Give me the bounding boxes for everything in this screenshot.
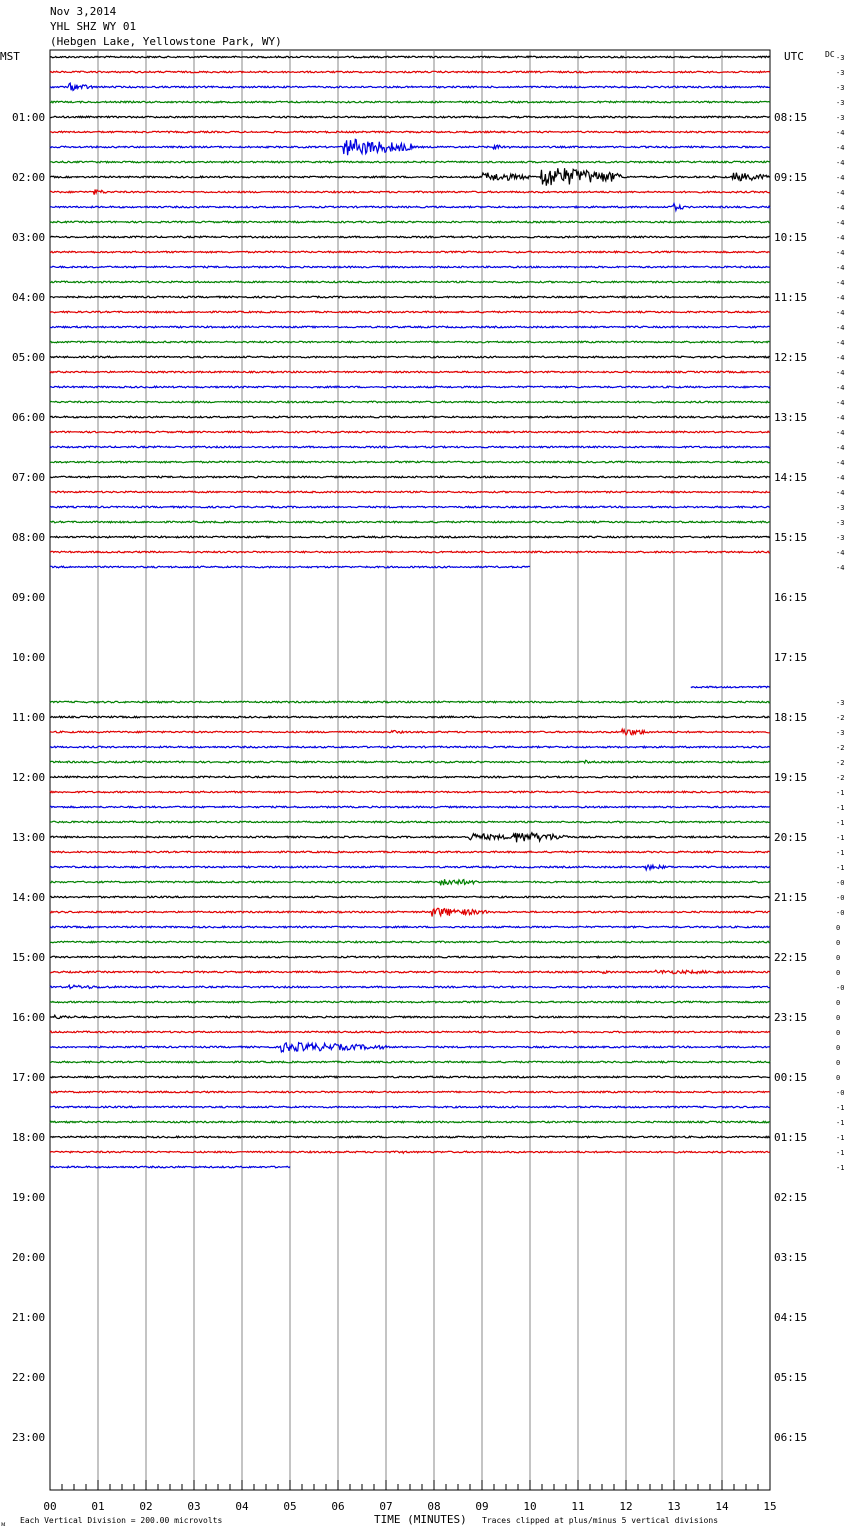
utc-hour-label: 03:15	[774, 1251, 808, 1264]
x-tick-label: 04	[235, 1500, 249, 1513]
utc-hour-label: 06:15	[774, 1431, 808, 1444]
dc-label-row-11: -4	[836, 219, 845, 227]
trace-row-11	[50, 221, 770, 223]
dc-label-row-31: -3	[836, 519, 845, 527]
dc-label-row-61: 0	[836, 969, 841, 977]
trace-row-24	[50, 416, 770, 418]
dc-label-row-9: -4	[836, 189, 845, 197]
mst-hour-label: 18:00	[12, 1131, 46, 1144]
dc-label-row-32: -3	[836, 534, 845, 542]
trace-row-32	[50, 536, 770, 538]
dc-label-row-24: -4	[836, 414, 845, 422]
dc-label-row-29: -4	[836, 489, 845, 497]
trace-row-73	[50, 1151, 770, 1153]
utc-hour-label: 21:15	[774, 891, 808, 904]
dc-column-label: DC	[825, 50, 835, 59]
trace-row-20	[50, 356, 770, 358]
mst-hour-label: 11:00	[12, 711, 46, 724]
trace-row-7	[50, 161, 770, 163]
mst-hour-label: 23:00	[12, 1431, 46, 1444]
trace-row-29	[50, 491, 770, 493]
mst-hour-label: 15:00	[12, 951, 46, 964]
dc-label-row-15: -4	[836, 279, 845, 287]
dc-label-row-67: 0	[836, 1059, 841, 1067]
utc-axis-label: UTC	[784, 50, 804, 63]
utc-hour-labels	[774, 111, 807, 1444]
utc-hour-label: 18:15	[774, 711, 808, 724]
mst-hour-label: 04:00	[12, 291, 46, 304]
trace-row-6	[50, 139, 770, 155]
dc-label-row-66: 0	[836, 1044, 841, 1052]
dc-label-row-6: -4	[836, 144, 845, 152]
x-tick-label: 02	[139, 1500, 153, 1513]
trace-row-42	[691, 686, 770, 688]
trace-row-56	[50, 896, 770, 898]
dc-label-row-4: -3	[836, 114, 845, 122]
mst-hour-label: 05:00	[12, 351, 46, 364]
dc-label-row-16: -4	[836, 294, 845, 302]
trace-row-69	[50, 1091, 770, 1093]
mst-hour-label: 16:00	[12, 1011, 46, 1024]
trace-row-8	[50, 168, 770, 186]
dc-label-row-18: -4	[836, 324, 845, 332]
dc-label-row-27: -4	[836, 459, 845, 467]
dc-label-row-1: -3	[836, 69, 845, 77]
trace-row-33	[50, 551, 770, 553]
mst-hour-label: 03:00	[12, 231, 46, 244]
dc-label-row-48: -2	[836, 774, 845, 782]
utc-hour-label: 17:15	[774, 651, 808, 664]
dc-label-row-2: -3	[836, 84, 845, 92]
dc-label-row-46: -2	[836, 744, 845, 752]
trace-row-18	[50, 326, 770, 328]
corner-mark: ᴍ	[1, 1520, 6, 1528]
mst-hour-label: 14:00	[12, 891, 46, 904]
trace-row-2	[50, 83, 770, 90]
chart-location: (Hebgen Lake, Yellowstone Park, WY)	[50, 35, 282, 48]
mst-hour-label: 21:00	[12, 1311, 46, 1324]
dc-label-row-50: -1	[836, 804, 845, 812]
dc-label-row-63: 0	[836, 999, 841, 1007]
trace-row-66	[50, 1043, 770, 1052]
dc-label-row-26: -4	[836, 444, 845, 452]
chart-station: YHL SHZ WY 01	[50, 20, 137, 33]
dc-label-row-34: -4	[836, 564, 845, 572]
dc-label-row-19: -4	[836, 339, 845, 347]
dc-label-row-58: 0	[836, 924, 841, 932]
trace-row-70	[50, 1106, 770, 1108]
x-tick-label: 01	[91, 1500, 105, 1513]
dc-label-row-62: -0	[836, 984, 845, 992]
trace-row-49	[50, 791, 770, 793]
plot-frame	[50, 50, 770, 1490]
dc-label-row-70: -1	[836, 1104, 845, 1112]
clip-note: Traces clipped at plus/minus 5 vertical divisions	[482, 1516, 719, 1525]
x-tick-label: 09	[475, 1500, 489, 1513]
dc-label-row-73: -1	[836, 1149, 845, 1157]
x-tick-label: 12	[619, 1500, 633, 1513]
mst-hour-label: 06:00	[12, 411, 46, 424]
trace-row-64	[50, 1015, 770, 1018]
utc-hour-label: 12:15	[774, 351, 808, 364]
dc-label-row-68: 0	[836, 1074, 841, 1082]
dc-label-row-7: -4	[836, 159, 845, 167]
mst-hour-label: 08:00	[12, 531, 46, 544]
dc-label-row-5: -4	[836, 129, 845, 137]
dc-label-row-49: -1	[836, 789, 845, 797]
dc-label-row-43: -3	[836, 699, 845, 707]
dc-label-row-12: -4	[836, 234, 845, 242]
trace-row-16	[50, 296, 770, 298]
x-tick-label: 15	[763, 1500, 777, 1513]
utc-hour-label: 19:15	[774, 771, 808, 784]
trace-row-4	[50, 116, 770, 118]
trace-row-60	[50, 956, 770, 958]
dc-label-row-0: -3	[836, 54, 845, 62]
x-tick-label: 10	[523, 1500, 537, 1513]
seismic-traces	[50, 56, 770, 1168]
trace-row-59	[50, 941, 770, 943]
dc-label-row-47: -2	[836, 759, 845, 767]
dc-label-row-56: -0	[836, 894, 845, 902]
trace-row-51	[50, 821, 770, 823]
trace-row-28	[50, 476, 770, 478]
dc-label-row-65: 0	[836, 1029, 841, 1037]
dc-label-row-21: -4	[836, 369, 845, 377]
trace-row-31	[50, 521, 770, 523]
mst-hour-label: 17:00	[12, 1071, 46, 1084]
x-tick-label: 08	[427, 1500, 441, 1513]
scale-note: Each Vertical Division = 200.00 microvolts	[20, 1516, 223, 1525]
dc-label-row-10: -4	[836, 204, 845, 212]
x-tick-label: 11	[571, 1500, 585, 1513]
mst-hour-label: 10:00	[12, 651, 46, 664]
dc-label-row-22: -4	[836, 384, 845, 392]
trace-row-65	[50, 1031, 770, 1033]
mst-hour-label: 22:00	[12, 1371, 46, 1384]
mst-hour-label: 13:00	[12, 831, 46, 844]
trace-row-15	[50, 281, 770, 283]
dc-label-row-64: 0	[836, 1014, 841, 1022]
dc-label-row-20: -4	[836, 354, 845, 362]
trace-row-21	[50, 371, 770, 373]
trace-row-57	[50, 908, 770, 916]
trace-row-71	[50, 1121, 770, 1123]
dc-offset-labels	[836, 54, 844, 1172]
utc-hour-label: 04:15	[774, 1311, 808, 1324]
chart-date: Nov 3,2014	[50, 5, 117, 18]
x-tick-label: 05	[283, 1500, 297, 1513]
x-tick-label: 07	[379, 1500, 393, 1513]
trace-row-17	[50, 311, 770, 313]
mst-hour-label: 02:00	[12, 171, 46, 184]
utc-hour-label: 11:15	[774, 291, 808, 304]
trace-row-14	[50, 266, 770, 268]
mst-hour-label: 20:00	[12, 1251, 46, 1264]
utc-hour-label: 00:15	[774, 1071, 808, 1084]
trace-row-63	[50, 1001, 770, 1003]
dc-label-row-60: 0	[836, 954, 841, 962]
trace-row-58	[50, 926, 770, 928]
trace-row-74	[50, 1166, 290, 1168]
utc-hour-label: 16:15	[774, 591, 808, 604]
trace-row-1	[50, 71, 770, 73]
x-tick-label: 13	[667, 1500, 681, 1513]
trace-row-44	[50, 716, 770, 718]
dc-label-row-53: -1	[836, 849, 845, 857]
utc-hour-label: 23:15	[774, 1011, 808, 1024]
trace-row-67	[50, 1061, 770, 1063]
utc-hour-label: 01:15	[774, 1131, 808, 1144]
dc-label-row-71: -1	[836, 1119, 845, 1127]
trace-row-9	[50, 190, 770, 195]
mst-axis-label: MST	[0, 50, 20, 63]
dc-label-row-13: -4	[836, 249, 845, 257]
dc-label-row-30: -3	[836, 504, 845, 512]
mst-hour-label: 12:00	[12, 771, 46, 784]
dc-label-row-3: -3	[836, 99, 845, 107]
trace-row-52	[50, 833, 770, 843]
utc-hour-label: 14:15	[774, 471, 808, 484]
dc-label-row-51: -1	[836, 819, 845, 827]
trace-row-26	[50, 446, 770, 448]
trace-row-30	[50, 506, 770, 508]
utc-hour-label: 10:15	[774, 231, 808, 244]
trace-row-61	[50, 970, 770, 974]
x-tick-label: 03	[187, 1500, 201, 1513]
trace-row-68	[50, 1076, 770, 1078]
trace-row-25	[50, 431, 770, 433]
dc-label-row-72: -1	[836, 1134, 845, 1142]
utc-hour-label: 20:15	[774, 831, 808, 844]
trace-row-12	[50, 236, 770, 238]
utc-hour-label: 08:15	[774, 111, 808, 124]
dc-label-row-55: -0	[836, 879, 845, 887]
mst-hour-label: 09:00	[12, 591, 46, 604]
dc-label-row-8: -4	[836, 174, 845, 182]
trace-row-5	[50, 131, 770, 133]
dc-label-row-28: -4	[836, 474, 845, 482]
dc-label-row-14: -4	[836, 264, 845, 272]
mst-hour-label: 01:00	[12, 111, 46, 124]
dc-label-row-17: -4	[836, 309, 845, 317]
dc-label-row-52: -1	[836, 834, 845, 842]
trace-row-10	[50, 204, 770, 211]
trace-row-19	[50, 341, 770, 343]
trace-row-47	[50, 760, 770, 763]
utc-hour-label: 02:15	[774, 1191, 808, 1204]
trace-row-45	[50, 729, 770, 735]
dc-label-row-23: -4	[836, 399, 845, 407]
x-tick-label: 06	[331, 1500, 345, 1513]
trace-row-3	[50, 101, 770, 103]
x-tick-label: 14	[715, 1500, 729, 1513]
vertical-gridlines	[98, 50, 722, 1490]
trace-row-72	[50, 1136, 770, 1138]
trace-row-48	[50, 776, 770, 778]
x-tick-label: 00	[43, 1500, 57, 1513]
mst-hour-label: 19:00	[12, 1191, 46, 1204]
trace-row-23	[50, 401, 770, 403]
utc-hour-label: 15:15	[774, 531, 808, 544]
utc-hour-label: 13:15	[774, 411, 808, 424]
dc-label-row-69: -0	[836, 1089, 845, 1097]
utc-hour-label: 22:15	[774, 951, 808, 964]
trace-row-55	[50, 879, 770, 885]
dc-label-row-33: -4	[836, 549, 845, 557]
dc-label-row-59: 0	[836, 939, 841, 947]
trace-row-43	[50, 701, 770, 703]
dc-label-row-45: -3	[836, 729, 845, 737]
mst-hour-labels	[12, 111, 45, 1444]
trace-row-22	[50, 386, 770, 388]
x-axis-title: TIME (MINUTES)	[374, 1513, 467, 1526]
trace-row-27	[50, 461, 770, 463]
x-axis	[43, 1480, 776, 1513]
trace-row-50	[50, 806, 770, 808]
trace-row-62	[50, 985, 770, 988]
dc-label-row-57: -0	[836, 909, 845, 917]
dc-label-row-44: -2	[836, 714, 845, 722]
trace-row-54	[50, 865, 770, 870]
mst-hour-label: 07:00	[12, 471, 46, 484]
utc-hour-label: 09:15	[774, 171, 808, 184]
utc-hour-label: 05:15	[774, 1371, 808, 1384]
trace-row-46	[50, 746, 770, 748]
trace-row-0	[50, 56, 770, 58]
trace-row-13	[50, 251, 770, 253]
trace-row-53	[50, 851, 770, 853]
dc-label-row-54: -1	[836, 864, 845, 872]
dc-label-row-74: -1	[836, 1164, 845, 1172]
dc-label-row-25: -4	[836, 429, 845, 437]
